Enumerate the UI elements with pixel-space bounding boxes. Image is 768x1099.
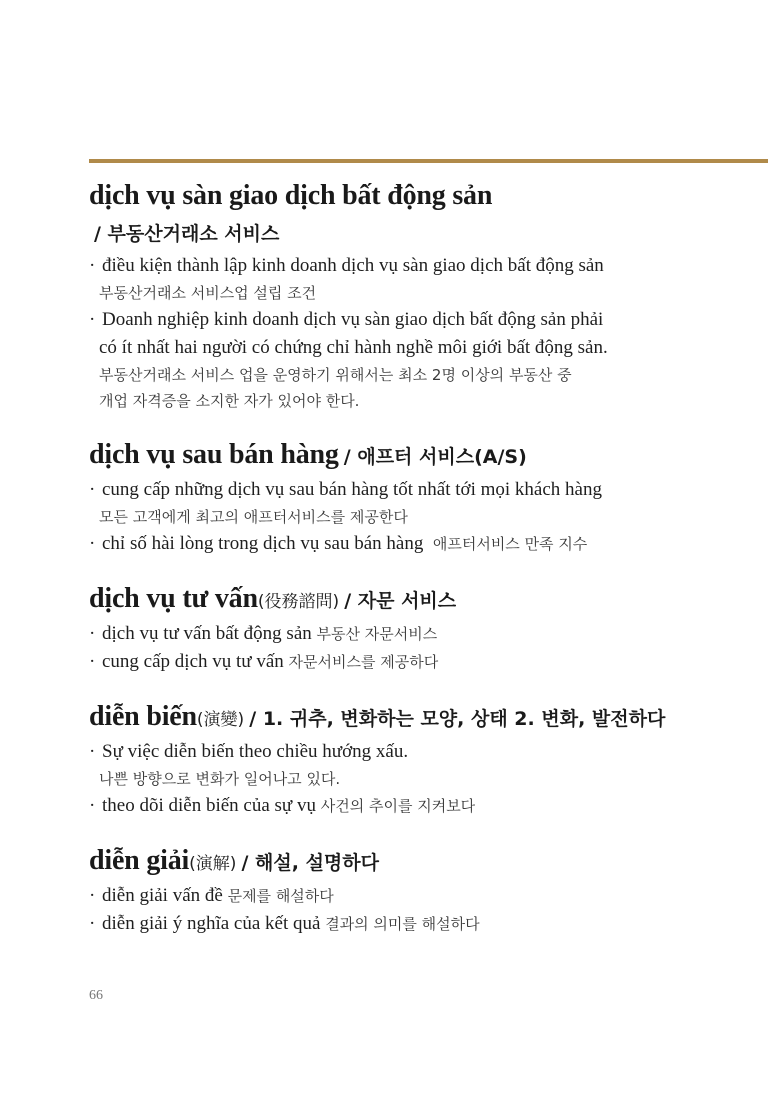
entry-term: diễn biến xyxy=(89,701,197,732)
top-rule xyxy=(89,159,768,163)
example xyxy=(89,910,749,938)
dictionary-entry xyxy=(89,178,749,414)
example xyxy=(89,476,749,530)
example-vietnamese: · cung cấp những dịch vụ sau bán hàng tốt nhất tới mọi khách hàng xyxy=(89,479,602,500)
dictionary-entry xyxy=(89,581,749,676)
entry-headword xyxy=(89,581,749,620)
entry-hanja: (演解) xyxy=(189,854,237,874)
page-number: 66 xyxy=(89,988,103,1003)
example xyxy=(89,648,749,676)
example-korean: 모든 고객에게 최고의 애프터서비스를 제공한다 xyxy=(99,508,408,526)
entry-hanja: (演變) xyxy=(196,710,245,730)
entry-headword xyxy=(89,843,749,882)
example-korean: 자문서비스를 제공하다 xyxy=(288,653,439,671)
entry-term: dịch vụ sau bán hàng xyxy=(89,439,339,470)
example xyxy=(89,530,749,558)
dictionary-entry xyxy=(89,437,749,558)
example-vietnamese: · điều kiện thành lập kinh doanh dịch vụ sàn giao dịch bất động sản xyxy=(89,255,604,276)
dictionary-entry xyxy=(89,843,749,938)
example xyxy=(89,620,749,648)
example-korean-continued: 개업 자격증을 소지한 자가 있어야 한다. xyxy=(99,392,360,410)
entry-korean-gloss-line xyxy=(94,217,749,252)
entry-hanja: (役務諮問) xyxy=(257,592,340,612)
dictionary-entry xyxy=(89,699,749,820)
entry-headword xyxy=(89,699,749,738)
example xyxy=(89,306,749,414)
entry-korean-gloss: / 애프터 서비스(A/S) xyxy=(343,446,527,468)
entry-headword xyxy=(89,437,749,476)
entry-term: dịch vụ tư vấn xyxy=(89,583,258,614)
example xyxy=(89,252,749,306)
example-korean: 부동산거래소 서비스 업을 운영하기 위해서는 최소 2명 이상의 부동산 중 xyxy=(99,366,572,384)
entry-term: dịch vụ sàn giao dịch bất động sản xyxy=(89,180,493,211)
example xyxy=(89,738,749,792)
entry-list xyxy=(89,178,749,938)
entry-term: diễn giải xyxy=(89,845,190,876)
example-vietnamese: · diễn giải ý nghĩa của kết quả 결과의 의미를 해설하다 xyxy=(89,913,480,934)
example-vietnamese: · theo dõi diễn biến của sự vụ 사건의 추이를 지켜보다 xyxy=(89,795,476,816)
entry-korean-gloss: / 부동산거래소 서비스 xyxy=(94,223,280,245)
example xyxy=(89,792,749,820)
example-vietnamese: · diễn giải vấn đề 문제를 해설하다 xyxy=(89,885,334,906)
example-korean: 결과의 의미를 해설하다 xyxy=(325,915,480,933)
example-korean: 나쁜 방향으로 변화가 일어나고 있다. xyxy=(99,770,341,788)
example xyxy=(89,882,749,910)
entry-korean-gloss: / 1. 귀추, 변화하는 모양, 상태 2. 변화, 발전하다 xyxy=(249,708,666,730)
entry-korean-gloss: / 해설, 설명하다 xyxy=(241,852,379,874)
example-vietnamese: · cung cấp dịch vụ tư vấn 자문서비스를 제공하다 xyxy=(89,651,439,672)
example-vietnamese: · Doanh nghiệp kinh doanh dịch vụ sàn giao dịch bất động sản phải xyxy=(89,309,604,330)
example-korean: 부동산 자문서비스 xyxy=(316,625,438,643)
example-korean: 사건의 추이를 지켜보다 xyxy=(320,797,476,815)
entry-headword xyxy=(89,178,749,217)
example-korean: 부동산거래소 서비스업 설립 조건 xyxy=(99,284,317,302)
example-korean: 애프터서비스 만족 지수 xyxy=(432,535,588,553)
example-vietnamese: · chỉ số hài lòng trong dịch vụ sau bán hàng 애프터서비스 만족 지수 xyxy=(89,533,588,554)
example-korean: 문제를 해설하다 xyxy=(227,887,334,905)
entry-korean-gloss: / 자문 서비스 xyxy=(344,590,457,612)
example-vietnamese-continued: có ít nhất hai người có chứng chỉ hành nghề môi giới bất động sản. xyxy=(99,337,608,358)
example-vietnamese: · dịch vụ tư vấn bất động sản 부동산 자문서비스 xyxy=(89,623,438,644)
example-vietnamese: · Sự việc diễn biến theo chiều hướng xấu. xyxy=(89,741,409,762)
